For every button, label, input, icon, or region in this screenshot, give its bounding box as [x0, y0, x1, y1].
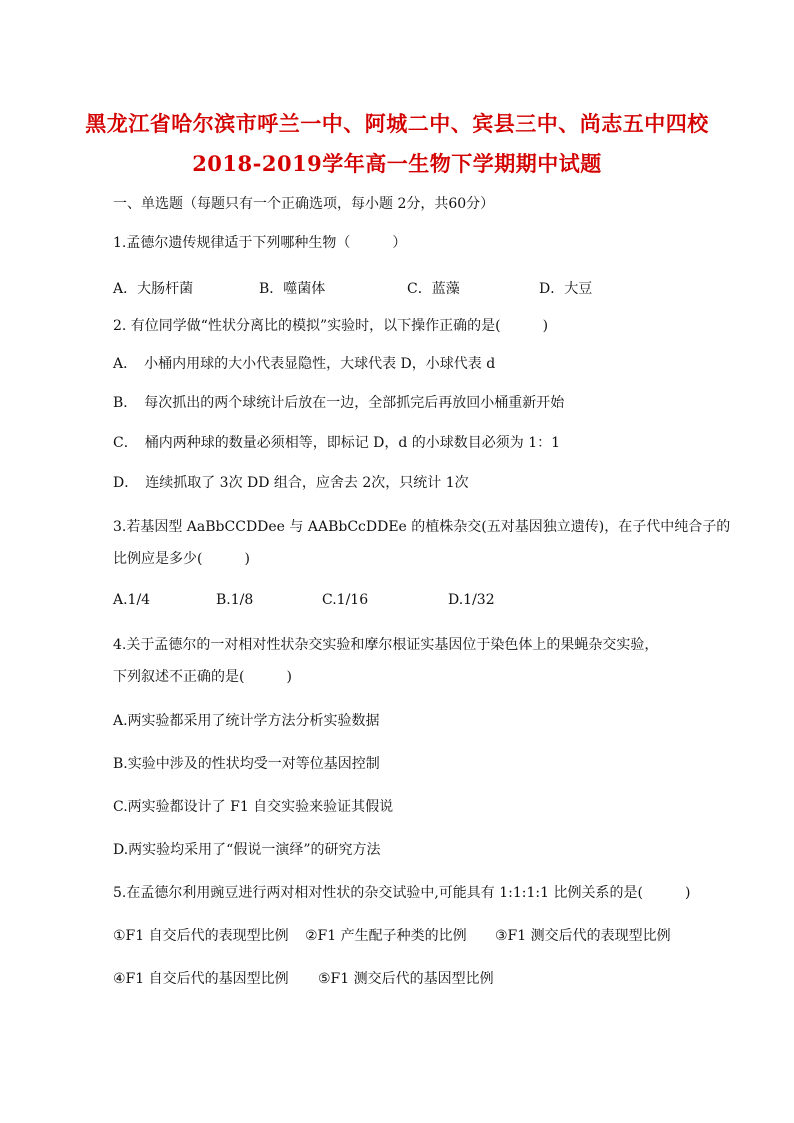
q2-option-c: C． 桶内两种球的数量必须相等，即标记 D，d 的小球数目必须为 1：1	[113, 435, 561, 451]
q2-option-a: A． 小桶内用球的大小代表显隐性，大球代表 D，小球代表 d	[113, 356, 496, 372]
q5-item-3: ③F1 测交后代的表现型比例	[495, 928, 671, 944]
title-line-2: 2018-2019学年高一生物下学期期中试题	[192, 151, 602, 176]
q4-stem-line-1: 4.关于孟德尔的一对相对性状杂交实验和摩尔根证实基因位于染色体上的果蝇杂交实验，	[113, 637, 659, 653]
q3-stem-line-1: 3.若基因型 AaBbCCDDee 与 AABbCcDDEe 的植株杂交(五对基因独立遗传)，在子代中纯合子的	[113, 519, 731, 535]
q1-option-b: B．噬菌体	[259, 281, 326, 297]
q1-option-d: D．大豆	[539, 281, 593, 297]
q4-option-a: A.两实验都采用了统计学方法分析实验数据	[113, 713, 380, 729]
q3-option-c: C.1/16	[322, 592, 369, 608]
q5-item-1: ①F1 自交后代的表现型比例	[113, 928, 289, 944]
q3-option-b: B.1/8	[216, 592, 254, 608]
q3-option-d: D.1/32	[448, 592, 495, 608]
q5-item-2: ②F1 产生配子种类的比例	[305, 928, 467, 944]
q4-stem-line-2: 下列叙述不正确的是( )	[113, 669, 292, 685]
title-line-1: 黑龙江省哈尔滨市呼兰一中、阿城二中、宾县三中、尚志五中四校	[85, 111, 709, 136]
q5-items-row-2	[113, 968, 713, 988]
q2-stem: 2. 有位同学做“性状分离比的模拟”实验时，以下操作正确的是( )	[113, 318, 549, 334]
q2-option-d: D． 连续抓取了 3次 DD 组合，应舍去 2次，只统计 1次	[113, 475, 469, 491]
q4-option-d: D.两实验均采用了“假说一演绎”的研究方法	[113, 842, 381, 858]
q3-stem-line-2: 比例应是多少( )	[113, 551, 250, 567]
q2-option-b: B． 每次抓出的两个球统计后放在一边，全部抓完后再放回小桶重新开始	[113, 395, 565, 411]
q5-item-4: ④F1 自交后代的基因型比例	[113, 971, 289, 987]
q5-items-row-1	[113, 925, 713, 945]
q3-options	[113, 592, 713, 612]
q5-item-5: ⑤F1 测交后代的基因型比例	[318, 971, 494, 987]
section-heading: 一、单选题（每题只有一个正确选项，每小题 2分，共60分）	[113, 196, 495, 212]
q1-options	[113, 278, 713, 298]
q1-option-c: C．蓝藻	[407, 281, 460, 297]
q4-option-b: B.实验中涉及的性状均受一对等位基因控制	[113, 756, 380, 772]
q3-option-a: A.1/4	[113, 592, 151, 608]
q1-option-a: A．大肠杆菌	[113, 281, 194, 297]
q1-stem: 1.孟德尔遗传规律适于下列哪种生物（ ）	[113, 235, 407, 251]
q5-stem: 5.在孟德尔利用豌豆进行两对相对性状的杂交试验中,可能具有 1:1:1:1 比例关系的是( )	[113, 885, 691, 901]
q4-option-c: C.两实验都设计了 F1 自交实验来验证其假说	[113, 799, 394, 815]
